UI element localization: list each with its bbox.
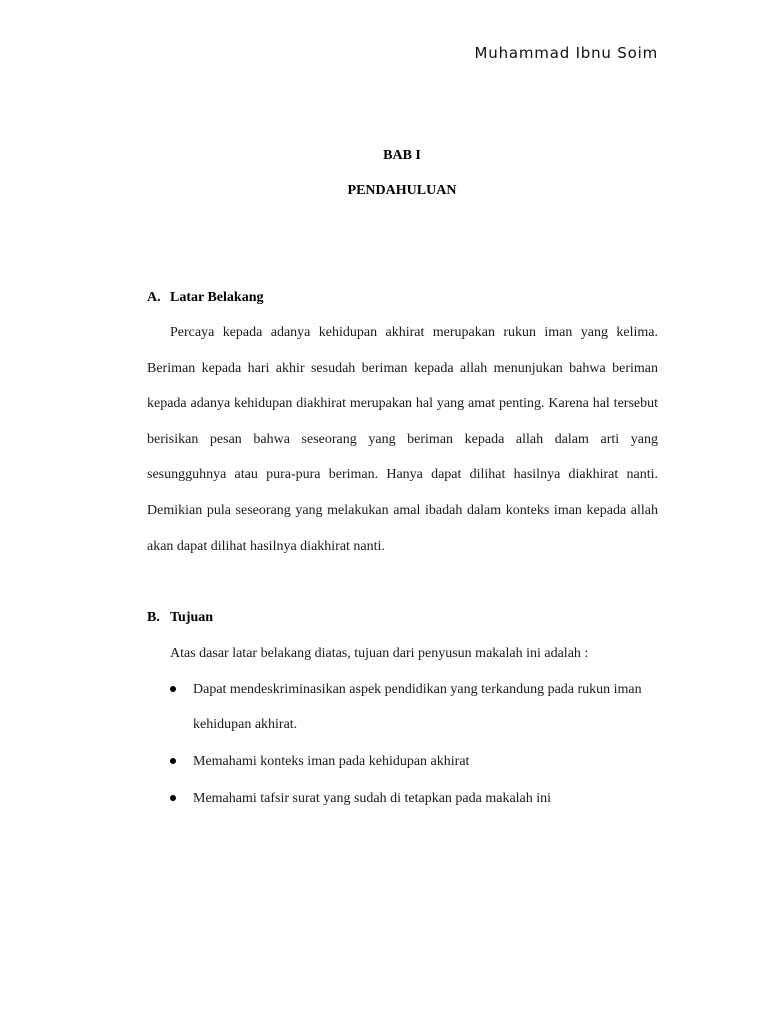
list-item bbox=[147, 744, 658, 779]
section-tujuan bbox=[147, 610, 658, 816]
chapter-title: PENDAHULUAN bbox=[347, 183, 457, 198]
section-latar-belakang bbox=[147, 290, 658, 564]
section-marker: B. bbox=[147, 610, 160, 625]
section-title: Latar Belakang bbox=[170, 290, 264, 305]
list-item-text: Memahami tafsir surat yang sudah di tetapkan pada makalah ini bbox=[193, 791, 552, 806]
section-heading bbox=[147, 610, 658, 626]
section-heading bbox=[147, 290, 658, 306]
bullet-icon bbox=[170, 795, 176, 801]
header-author: Muhammad Ibnu Soim bbox=[474, 44, 658, 62]
bullet-icon bbox=[170, 686, 176, 692]
section-title: Tujuan bbox=[170, 610, 214, 625]
chapter-number: BAB I bbox=[383, 148, 421, 163]
objectives-list bbox=[147, 672, 658, 816]
list-item bbox=[147, 672, 658, 742]
intro-text: Atas dasar latar belakang diatas, tujuan dari penyusun makalah ini adalah : bbox=[170, 646, 589, 661]
body-paragraph: Percaya kepada adanya kehidupan akhirat merupakan rukun iman yang kelima. Beriman kepada hari akhir sesudah beriman kepada allah menunjukan bahwa beriman kepada adanya kehidupan diakhirat merupakan hal yang amat penting. Karena hal tersebut berisikan pesan bahwa seseorang yang beriman kepada allah dalam arti yang sesungguhnya atau pura-pura beriman. Hanya dapat dilihat hasilnya diakhirat nanti. Demikian pula seseorang yang melakukan amal ibadah dalam konteks iman kepada allah akan dapat dilihat hasilnya diakhirat nanti. bbox=[147, 325, 658, 554]
list-item bbox=[147, 781, 658, 816]
section-marker: A. bbox=[147, 290, 161, 305]
list-item-text: Dapat mendeskriminasikan aspek pendidikan yang terkandung pada rukun iman kehidupan akhirat. bbox=[193, 682, 642, 732]
bullet-icon bbox=[170, 758, 176, 764]
list-item-text: Memahami konteks iman pada kehidupan akhirat bbox=[193, 754, 470, 769]
